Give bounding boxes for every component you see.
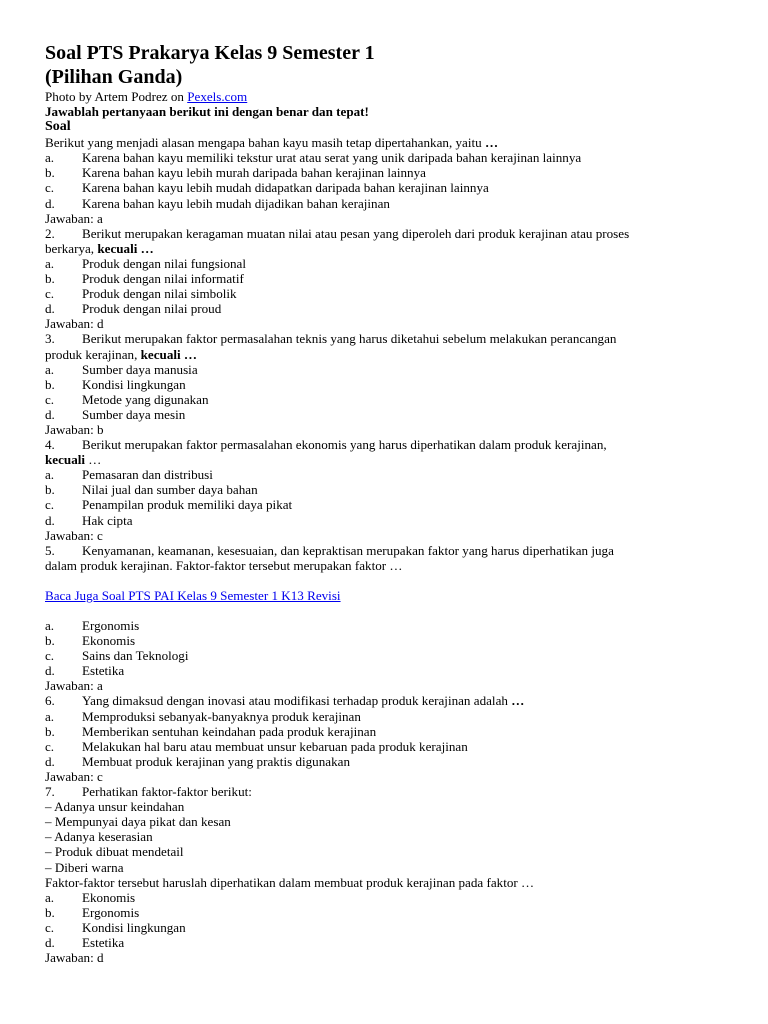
option-b [45, 905, 735, 920]
question-7 [45, 784, 735, 965]
option-text: Produk dengan nilai fungsional [82, 255, 247, 271]
option-d [45, 663, 735, 678]
option-text: Karena bahan kayu lebih murah daripada bahan kerajinan lainnya [82, 165, 426, 181]
option-label: c. [45, 497, 55, 513]
question-2 [45, 226, 735, 332]
soal-heading: Soal [45, 119, 71, 135]
option-c [45, 739, 735, 754]
question-ellipsis: … [88, 452, 102, 468]
question-text [45, 543, 735, 558]
option-label: a. [45, 150, 55, 166]
option-d [45, 301, 735, 316]
question-keyword: kecuali … [140, 346, 198, 362]
question-text-main: Berikut merupakan keragaman muatan nilai atau pesan yang diperoleh dari produk kerajinan atau proses [82, 225, 630, 241]
option-label: c. [45, 180, 55, 196]
option-label: b. [45, 723, 55, 739]
option-c [45, 497, 735, 512]
factor-item: – Adanya unsur keindahan [45, 799, 185, 815]
option-text: Memproduksi sebanyak-banyaknya produk kerajinan [82, 708, 361, 724]
answer: Jawaban: a [45, 210, 103, 226]
option-c [45, 286, 735, 301]
option-text: Ergonomis [82, 618, 140, 633]
option-text: Ekonomis [82, 889, 136, 905]
question-number: 2. [45, 225, 55, 241]
option-text: Karena bahan kayu memiliki tekstur urat atau serat yang unik daripada bahan kerajinan lainnya [82, 150, 582, 166]
option-text: Sumber daya mesin [82, 406, 186, 422]
question-text [45, 226, 735, 241]
option-a [45, 256, 735, 271]
option-c [45, 180, 735, 195]
option-text: Sains dan Teknologi [82, 648, 189, 664]
option-label: c. [45, 919, 55, 935]
question-text-main: Berikut merupakan faktor permasalahan ekonomis yang harus diperhatikan dalam produk kerajinan, [82, 437, 607, 453]
option-label: a. [45, 361, 55, 377]
option-label: b. [45, 482, 55, 498]
option-c [45, 392, 735, 407]
question-keyword: kecuali … [97, 240, 154, 256]
option-a [45, 150, 735, 165]
option-label: c. [45, 648, 55, 664]
question-4 [45, 437, 735, 543]
option-text: Estetika [82, 934, 125, 950]
option-label: a. [45, 618, 55, 633]
question-text-cont: Faktor-faktor tersebut haruslah diperhatikan dalam membuat produk kerajinan pada faktor … [45, 874, 535, 890]
option-label: b. [45, 271, 55, 287]
answer: Jawaban: d [45, 950, 104, 966]
option-text: Produk dengan nilai proud [82, 301, 222, 317]
option-text: Ekonomis [82, 633, 136, 649]
question-text-main: Yang dimaksud dengan inovasi atau modifikasi terhadap produk kerajinan adalah [82, 693, 508, 709]
answer: Jawaban: c [45, 527, 103, 543]
option-label: d. [45, 663, 55, 679]
option-b [45, 724, 735, 739]
option-text: Kondisi lingkungan [82, 376, 186, 392]
question-text-cont [45, 241, 735, 256]
option-text: Pemasaran dan distribusi [82, 467, 213, 483]
option-label: a. [45, 889, 55, 905]
question-text [45, 784, 735, 799]
option-text: Membuat produk kerajinan yang praktis digunakan [82, 753, 350, 769]
question-number: 3. [45, 331, 55, 347]
option-label: c. [45, 391, 55, 407]
question-1 [45, 135, 735, 226]
question-text-line2: produk kerajinan, [45, 346, 138, 362]
option-a [45, 362, 735, 377]
option-label: a. [45, 708, 55, 724]
option-text: Nilai jual dan sumber daya bahan [82, 482, 258, 498]
option-b [45, 633, 735, 648]
option-c [45, 648, 735, 663]
question-text-main: Kenyamanan, keamanan, kesesuaian, dan kepraktisan merupakan faktor yang harus diperhatikan juga [82, 542, 614, 558]
question-text-main: Berikut merupakan faktor permasalahan teknis yang harus diketahui sebelum melakukan perancangan [82, 331, 617, 347]
document-title [45, 41, 735, 89]
credit-text: Photo by Artem Podrez on [45, 89, 184, 104]
option-label: c. [45, 738, 55, 754]
factor-item: – Mempunyai daya pikat dan kesan [45, 814, 231, 830]
factor-item: – Adanya keserasian [45, 829, 153, 845]
option-label: d. [45, 406, 55, 422]
option-b [45, 271, 735, 286]
option-text: Metode yang digunakan [82, 391, 209, 407]
option-label: a. [45, 467, 55, 483]
option-text: Karena bahan kayu lebih mudah didapatkan daripada bahan kerajinan lainnya [82, 180, 489, 196]
document-body [45, 41, 735, 965]
answer: Jawaban: d [45, 316, 104, 332]
option-c [45, 920, 735, 935]
factor-item: – Produk dibuat mendetail [45, 844, 184, 860]
option-d [45, 513, 735, 528]
option-label: b. [45, 376, 55, 392]
option-text: Sumber daya manusia [82, 361, 198, 377]
question-text [45, 331, 735, 346]
option-b [45, 482, 735, 497]
option-b [45, 377, 735, 392]
option-a [45, 467, 735, 482]
option-label: d. [45, 512, 55, 528]
option-a [45, 890, 735, 905]
option-a [45, 618, 735, 633]
question-number: 7. [45, 784, 55, 800]
question-number: 5. [45, 542, 55, 558]
option-b [45, 165, 735, 180]
option-label: d. [45, 195, 55, 211]
answer: Jawaban: b [45, 421, 104, 437]
question-text-main: Perhatikan faktor-faktor berikut: [82, 784, 252, 800]
option-text: Penampilan produk memiliki daya pikat [82, 497, 293, 513]
question-3 [45, 331, 735, 437]
title-line-2: (Pilihan Ganda) [45, 66, 183, 88]
question-6 [45, 693, 735, 784]
question-text [45, 135, 735, 150]
question-keyword: kecuali [45, 452, 86, 468]
question-text-line2: berkarya, [45, 240, 95, 256]
baca-juga-row [45, 588, 735, 603]
option-d [45, 196, 735, 211]
question-text [45, 693, 735, 708]
question-number: 6. [45, 693, 55, 709]
option-text: Karena bahan kayu lebih mudah dijadikan bahan kerajinan [82, 195, 390, 211]
question-text-cont: dalam produk kerajinan. Faktor-faktor tersebut merupakan faktor … [45, 557, 403, 573]
factor-item: – Diberi warna [45, 859, 124, 875]
option-label: d. [45, 753, 55, 769]
option-label: a. [45, 255, 55, 271]
option-a [45, 709, 735, 724]
option-d [45, 754, 735, 769]
option-text: Ergonomis [82, 904, 140, 920]
answer: Jawaban: c [45, 768, 103, 784]
option-d [45, 935, 735, 950]
option-label: b. [45, 904, 55, 920]
question-text-main: Berikut yang menjadi alasan mengapa bahan kayu masih tetap dipertahankan, yaitu [45, 135, 482, 151]
question-number: 4. [45, 437, 55, 453]
option-label: d. [45, 301, 55, 317]
option-text: Hak cipta [82, 512, 133, 528]
question-5 [45, 543, 735, 694]
option-label: b. [45, 633, 55, 649]
option-text: Produk dengan nilai informatif [82, 271, 244, 287]
option-d [45, 407, 735, 422]
option-label: c. [45, 286, 55, 302]
instruction: Jawablah pertanyaan berikut ini dengan benar dan tepat! [45, 104, 369, 120]
answer: Jawaban: a [45, 678, 103, 694]
question-text [45, 437, 735, 452]
option-text: Memberikan sentuhan keindahan pada produk kerajinan [82, 723, 377, 739]
question-ellipsis: … [484, 135, 499, 151]
photo-credit [45, 89, 735, 104]
title-line-1: Soal PTS Prakarya Kelas 9 Semester 1 [45, 42, 375, 64]
option-label: d. [45, 934, 55, 950]
question-ellipsis: … [511, 693, 525, 709]
option-label: b. [45, 165, 55, 181]
option-text: Produk dengan nilai simbolik [82, 286, 237, 302]
option-text: Estetika [82, 663, 125, 679]
question-text-cont [45, 347, 735, 362]
pexels-link[interactable]: Pexels.com [187, 89, 248, 104]
question-text-cont [45, 452, 735, 467]
option-text: Melakukan hal baru atau membuat unsur kebaruan pada produk kerajinan [82, 738, 468, 754]
baca-juga-link[interactable]: Baca Juga Soal PTS PAI Kelas 9 Semester 1 K13 Revisi [45, 587, 341, 603]
option-text: Kondisi lingkungan [82, 919, 186, 935]
